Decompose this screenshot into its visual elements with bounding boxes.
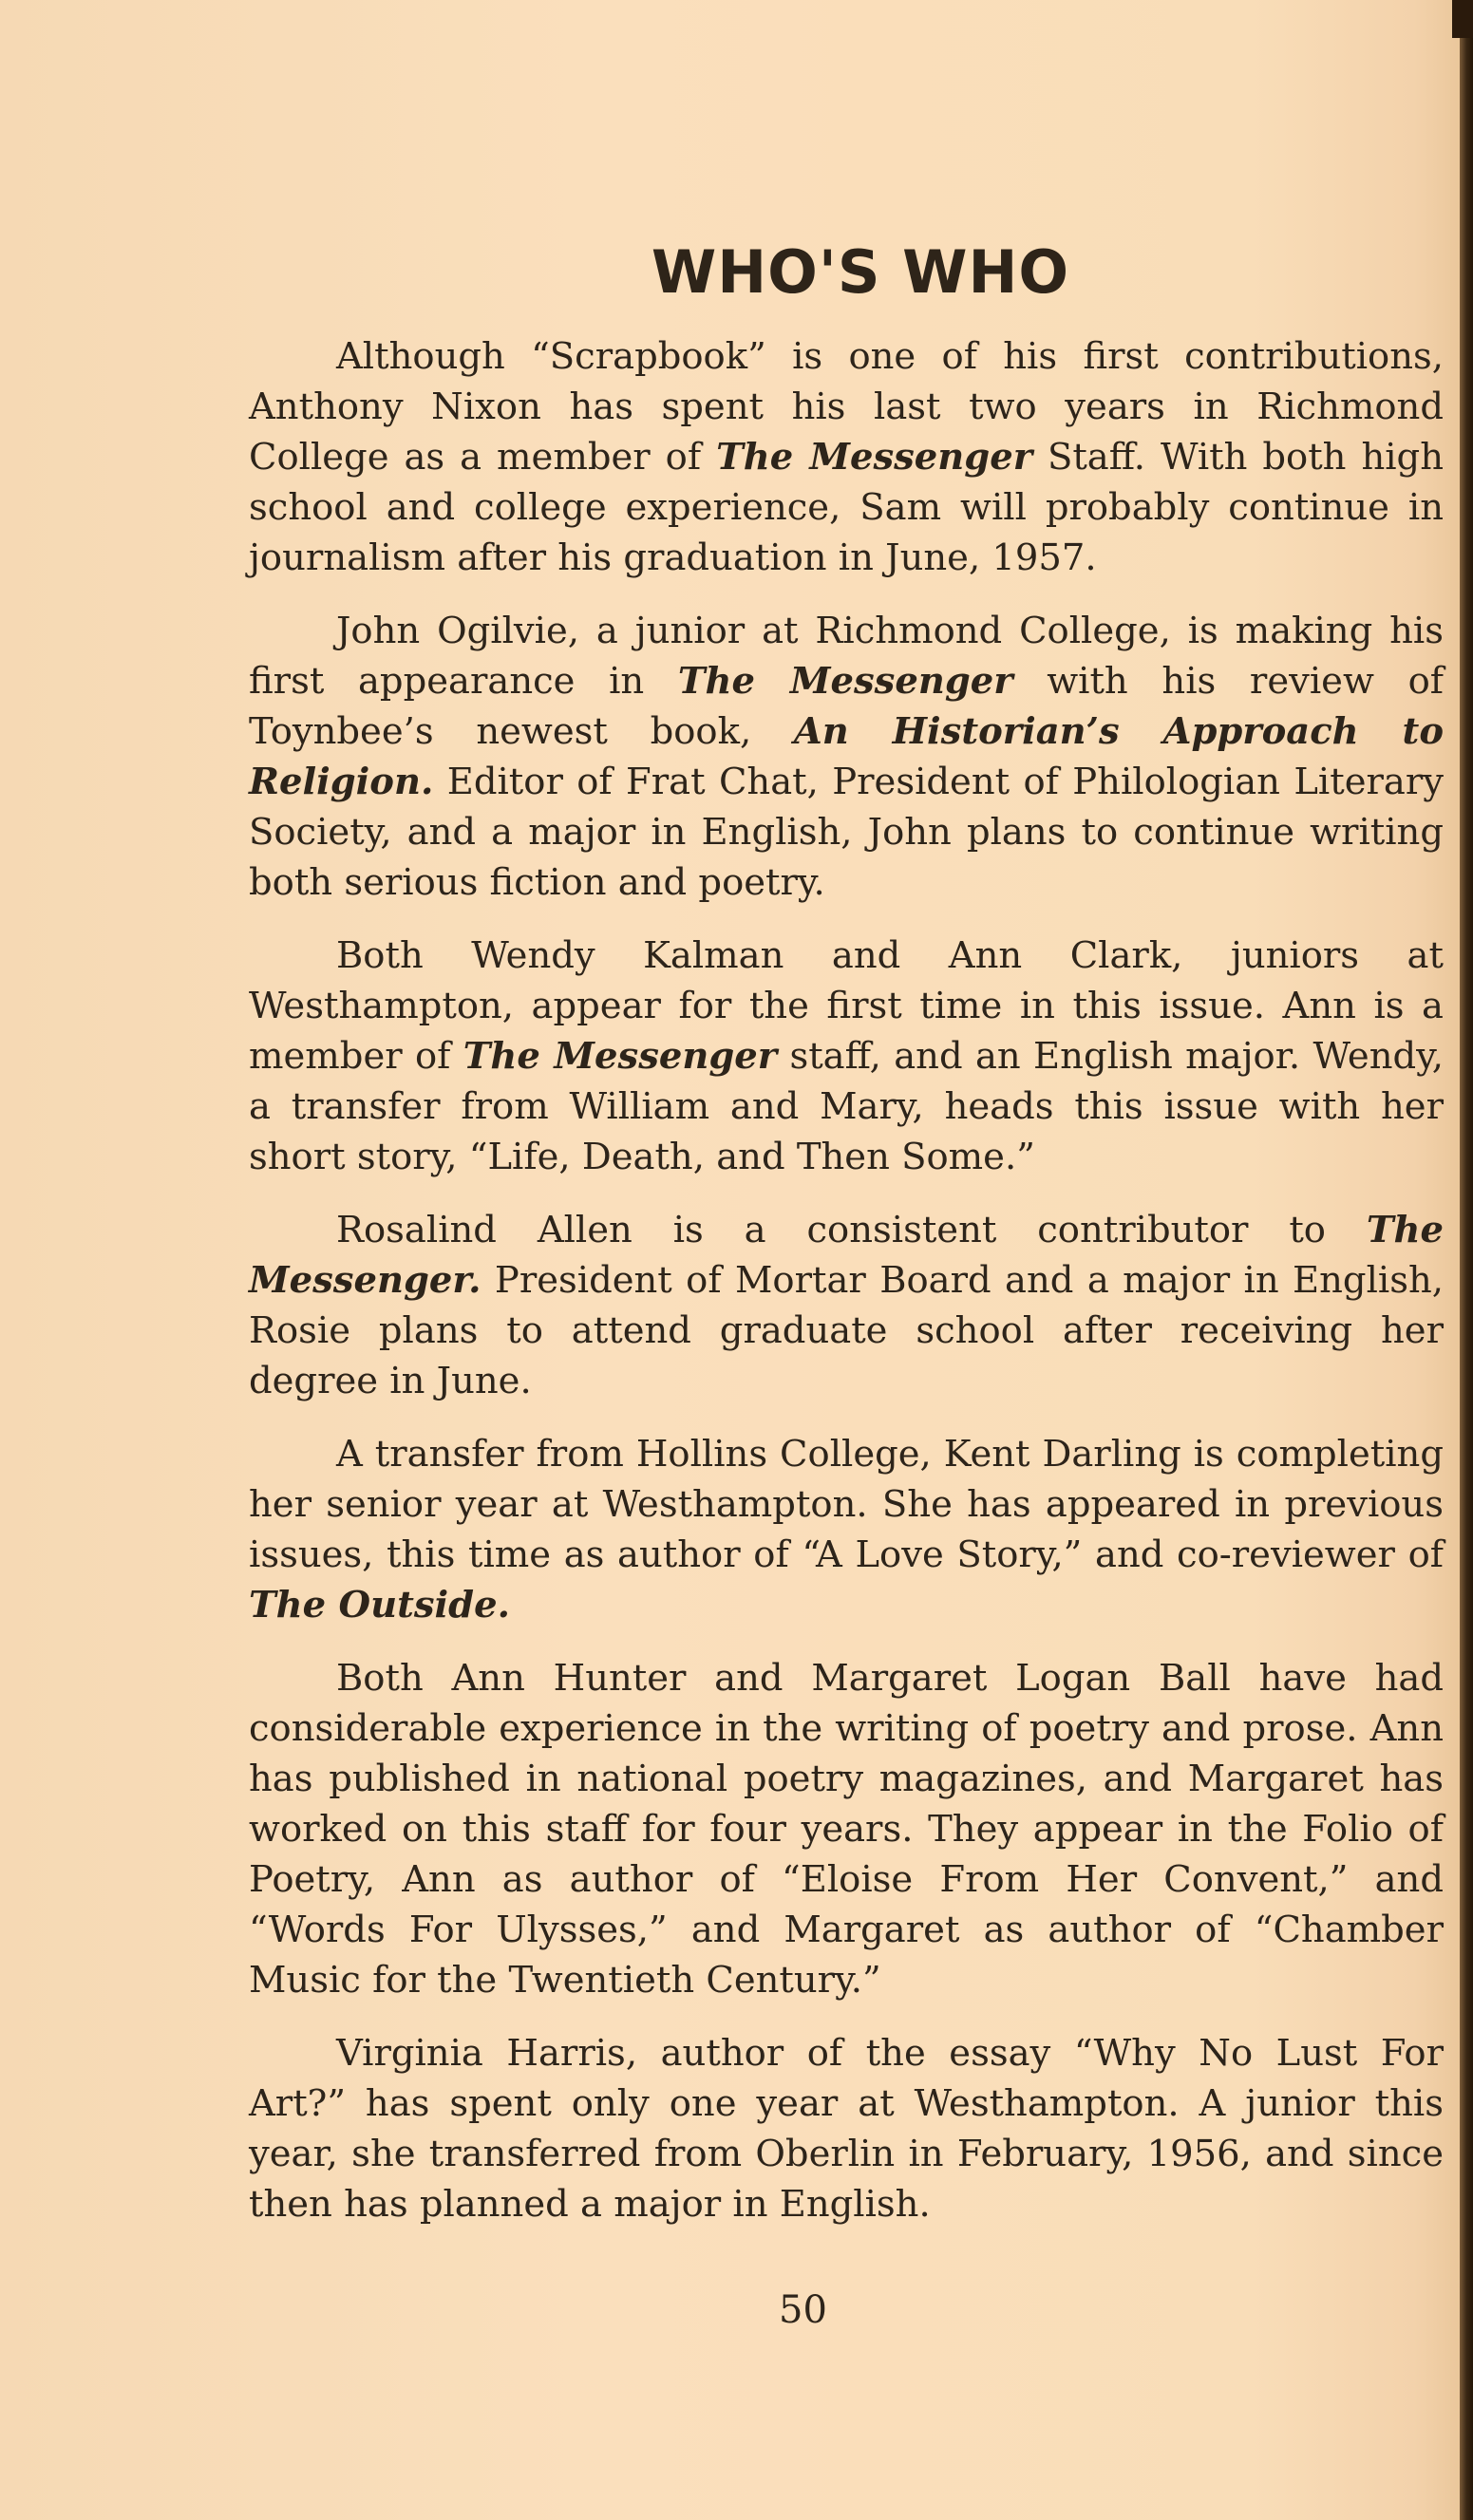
page-title: WHO'S WHO (651, 237, 1070, 307)
italic-title-text: An Historian’s Approach to Religion. (249, 710, 1444, 803)
paragraph (249, 331, 1444, 583)
paragraph-text: Although “Scrapbook” is one of his first contributions, Anthony Nixon has spent his last two years in Richmond College as a member of (249, 335, 1444, 479)
paragraph (249, 1653, 1444, 2005)
italic-title-text: The Messenger (716, 436, 1032, 479)
article-body (249, 237, 1444, 2252)
paragraph-text: President of Mortar Board and a major in English, Rosie plans to attend graduate school after receiving her degree in June. (249, 1259, 1444, 1402)
paragraph (249, 1429, 1444, 1630)
paragraph-text: Staff. With both high school and college experience, Sam will probably continue in journalism after his graduation in June, 1957. (249, 436, 1444, 579)
paragraph (249, 931, 1444, 1182)
paragraph-text: with his review of Toynbee’s newest book, (249, 660, 1445, 753)
paragraph-text: Both Ann Hunter and Margaret Logan Ball have had considerable experience in the writing of poetry and prose. Ann has published in national poetry magazines, and Margaret has worked on this staff for four years. They appear in the Folio of Poetry, Ann as author of “Eloise From Her Convent,” and “Words For Ulysses,” and Margaret as author of “Chamber Music for the Twentieth Century.” (249, 1657, 1444, 2002)
italic-title-text: The Outside. (249, 1584, 510, 1627)
paragraph-text: Rosalind Allen is a consistent contributor to (336, 1209, 1367, 1251)
paragraph (249, 1205, 1444, 1406)
paragraph-text: staff, and an English major. Wendy, a transfer from William and Mary, heads this issue with her short story, “Life, Death, and Then Some.” (249, 1035, 1445, 1178)
page-number: 50 (779, 2288, 827, 2332)
paragraph-text: John Ogilvie, a junior at Richmond College, is making his first appearance in (249, 610, 1444, 703)
paragraph-text: A transfer from Hollins College, Kent Darling is completing her senior year at Westhampton. She has appeared in previous issues, this time as author of “A Love Story,” and co-reviewer of (249, 1433, 1444, 1576)
paragraph (249, 606, 1444, 908)
paragraph-text: Virginia Harris, author of the essay “Why No Lust For Art?” has spent only one year at Westhampton. A junior this year, she transferred from Oberlin in February, 1956, and since then has planned a major in English. (249, 2032, 1444, 2226)
paragraph-text: Editor of Frat Chat, President of Philologian Literary Society, and a major in English, John plans to continue writing both serious fiction and poetry. (249, 761, 1444, 904)
paragraph-list (249, 331, 1444, 2229)
italic-title-text: The Messenger (677, 660, 1013, 703)
book-spine-edge (1460, 0, 1473, 2520)
book-spine-corner (1452, 0, 1473, 38)
italic-title-text: The Messenger (463, 1035, 778, 1078)
italic-title-text: The Messenger. (249, 1209, 1444, 1302)
paragraph (249, 2028, 1444, 2229)
paragraph-text: Both Wendy Kalman and Ann Clark, juniors at Westhampton, appear for the first time in this issue. Ann is a member of (249, 934, 1444, 1078)
